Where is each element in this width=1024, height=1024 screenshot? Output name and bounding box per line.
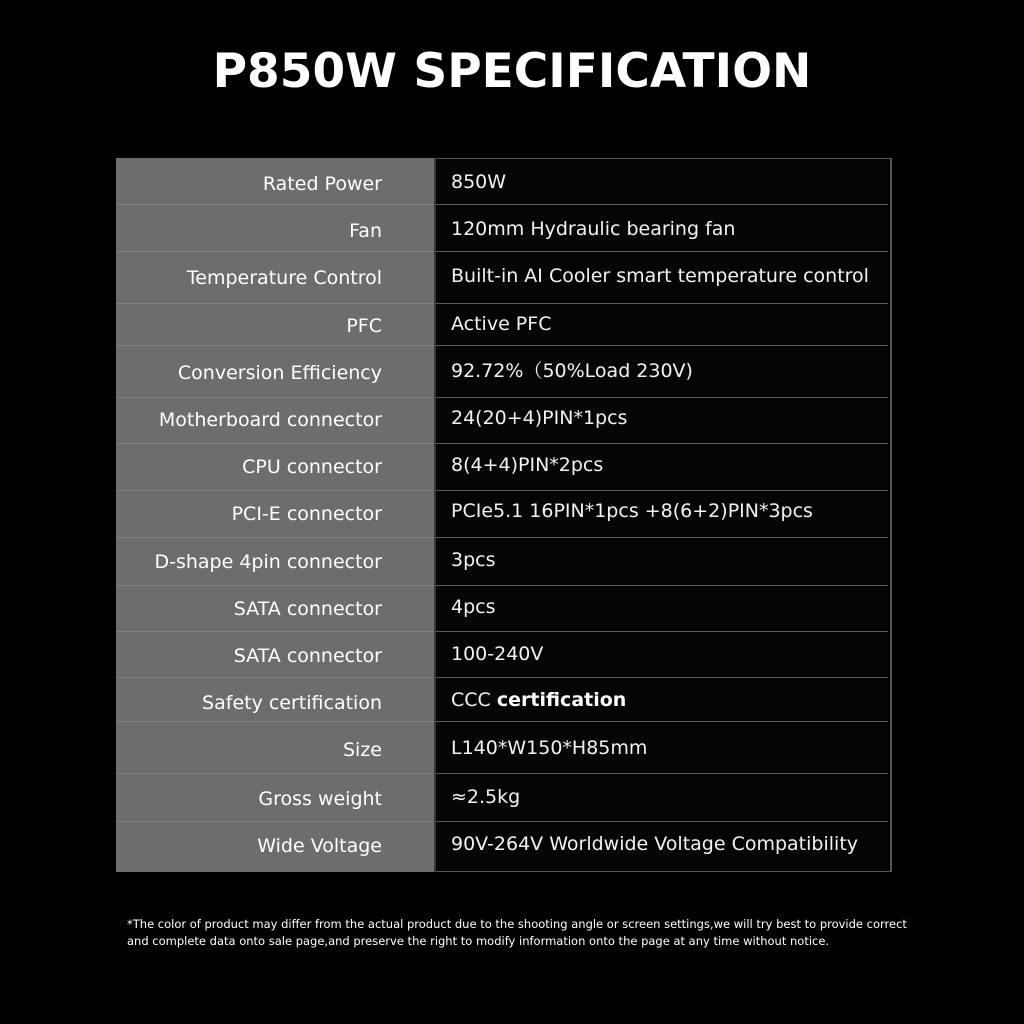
row-divider: [116, 585, 434, 586]
row-divider: [116, 443, 434, 444]
row-divider: [116, 537, 434, 538]
row-divider: [436, 631, 888, 632]
spec-value: ≈2.5kg: [451, 786, 521, 808]
row-divider: [116, 303, 434, 304]
spec-label: Fan: [349, 220, 382, 242]
row-divider: [116, 397, 434, 398]
spec-value: L140*W150*H85mm: [451, 737, 648, 759]
spec-value: 8(4+4)PIN*2pcs: [451, 454, 604, 476]
row-divider: [436, 821, 888, 822]
spec-value: 3pcs: [451, 549, 496, 571]
row-divider: [116, 773, 434, 774]
spec-label: Conversion Efficiency: [177, 362, 382, 384]
spec-value: 90V-264V Worldwide Voltage Compatibility: [451, 833, 859, 855]
spec-label: CPU connector: [242, 456, 382, 478]
spec-label: Size: [342, 739, 382, 761]
row-divider: [436, 585, 888, 586]
spec-label: Wide Voltage: [257, 835, 382, 857]
spec-label: SATA connector: [233, 598, 382, 620]
row-divider: [436, 677, 888, 678]
row-divider: [116, 345, 434, 346]
row-divider: [436, 490, 888, 491]
row-divider: [116, 677, 434, 678]
spec-value: 92.72%（50%Load 230V): [451, 360, 693, 382]
row-divider: [436, 773, 888, 774]
spec-label: PCI-E connector: [231, 503, 382, 525]
spec-value-text: CCC: [451, 689, 491, 711]
spec-value: 120mm Hydraulic bearing fan: [451, 218, 736, 240]
spec-value: 850W: [451, 171, 507, 193]
spec-label: Rated Power: [262, 173, 382, 195]
row-divider: [116, 251, 434, 252]
row-divider: [436, 303, 888, 304]
row-divider: [116, 631, 434, 632]
row-divider: [116, 204, 434, 205]
row-divider: [436, 345, 888, 346]
spec-label: Motherboard connector: [158, 409, 382, 431]
spec-label: D-shape 4pin connector: [154, 551, 382, 573]
row-divider: [436, 537, 888, 538]
spec-value: Active PFC: [451, 313, 552, 335]
spec-label: PFC: [346, 315, 382, 337]
spec-value-emphasis: certification: [496, 689, 627, 711]
row-divider: [116, 821, 434, 822]
spec-label: Gross weight: [258, 788, 382, 810]
disclaimer-footnote: *The color of product may differ from the actual product due to the shooting angle or screen settings,we will try best to provide correct and complete data onto sale page,and preserve the right to modify information onto the page at any time without notice.: [127, 917, 907, 948]
spec-label: Temperature Control: [186, 267, 382, 289]
page-title: P850W SPECIFICATION: [212, 44, 812, 99]
row-divider: [116, 721, 434, 722]
spec-label: Safety certification: [202, 692, 382, 714]
spec-value: 24(20+4)PIN*1pcs: [451, 407, 628, 429]
row-divider: [436, 443, 888, 444]
spec-value: [451, 688, 881, 712]
row-divider: [436, 397, 888, 398]
spec-value: Built-in AI Cooler smart temperature control: [451, 265, 869, 287]
spec-label: SATA connector: [233, 645, 382, 667]
row-divider: [116, 490, 434, 491]
spec-table: [116, 158, 892, 872]
spec-value: PCIe5.1 16PIN*1pcs +8(6+2)PIN*3pcs: [451, 500, 813, 522]
row-divider: [436, 204, 888, 205]
row-divider: [436, 251, 888, 252]
spec-value: 100-240V: [451, 643, 544, 665]
row-divider: [436, 721, 888, 722]
spec-value: 4pcs: [451, 596, 496, 618]
